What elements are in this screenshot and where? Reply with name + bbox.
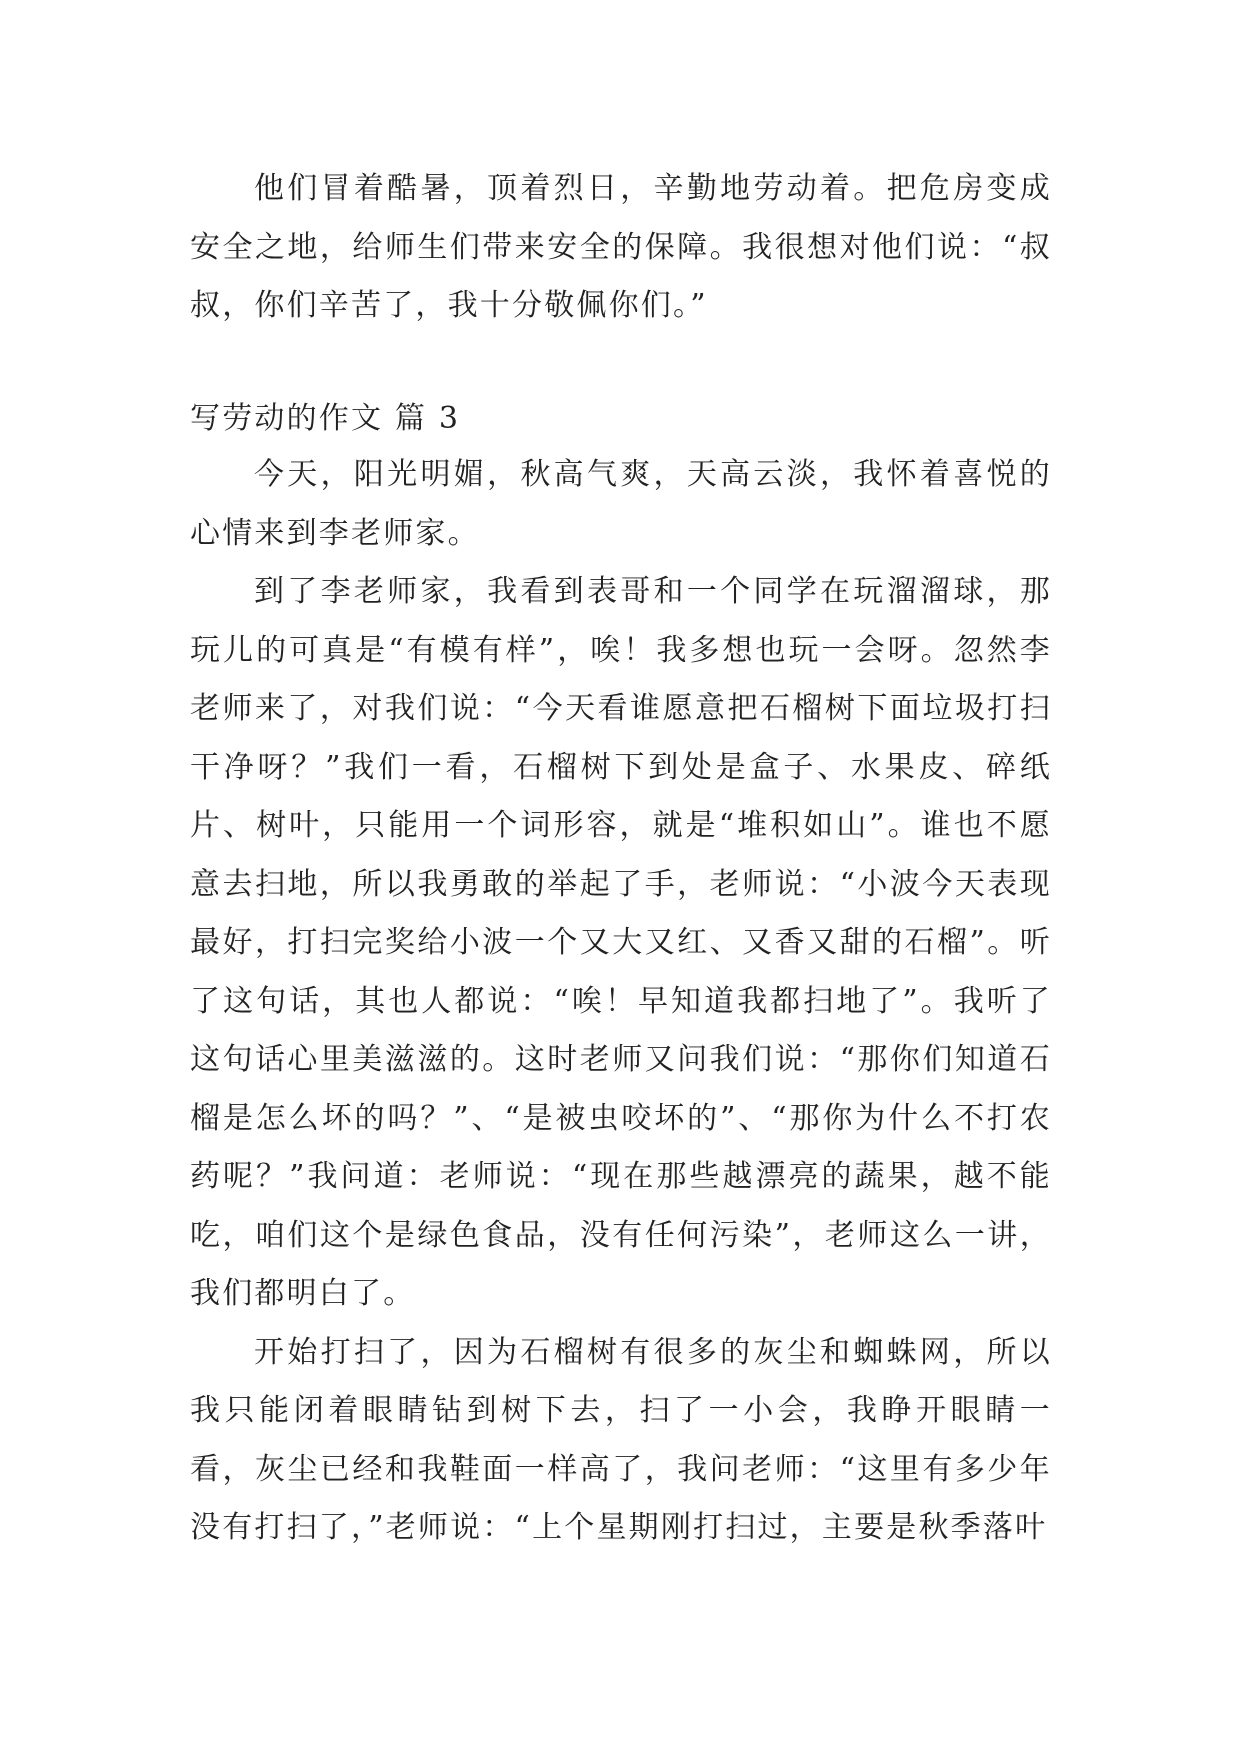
essay-paragraph-2: 到了李老师家，我看到表哥和一个同学在玩溜溜球，那玩儿的可真是“有模有样”，唉！我多想也玩一会呀。忽然李老师来了，对我们说：“今天看谁愿意把石榴树下面垃圾打扫干净呀？”我们一看，石榴树下到处是盒子、水果皮、碎纸片、树叶，只能用一个词形容，就是“堆积如山”。谁也不愿意去扫地，所以我勇敢的举起了手，老师说：“小波今天表现最好，打扫完奖给小波一个又大又红、又香又甜的石榴”。听了这句话，其也人都说：“唉！早知道我都扫地了”。我听了这句话心里美滋滋的。这时老师又问我们说：“那你们知道石榴是怎么坏的吗？”、“是被虫咬坏的”、“那你为什么不打农药呢？”我问道：老师说：“现在那些越漂亮的蔬果，越不能吃，咱们这个是绿色食品，没有任何污染”，老师这么一讲，我们都明白了。 <box>190 574 1052 1311</box>
essay-body <box>190 446 1052 1558</box>
essay-paragraph-3: 开始打扫了，因为石榴树有很多的灰尘和蜘蛛网，所以我只能闭着眼睛钻到树下去，扫了一小会，我睁开眼睛一看，灰尘已经和我鞋面一样高了，我问老师：“这里有多少年没有打扫了，”老师说：“上个星期刚打扫过，主要是秋季落叶 <box>190 1334 1052 1545</box>
essay-paragraph-1: 今天，阳光明媚，秋高气爽，天高云淡，我怀着喜悦的心情来到李老师家。 <box>190 457 1052 551</box>
section-title: 写劳动的作文 篇 3 <box>190 401 461 436</box>
intro-paragraph: 他们冒着酷暑，顶着烈日，辛勤地劳动着。把危房变成安全之地，给师生们带来安全的保障。我很想对他们说：“叔叔，你们辛苦了，我十分敬佩你们。” <box>190 171 1052 323</box>
intro-section <box>190 160 1052 336</box>
